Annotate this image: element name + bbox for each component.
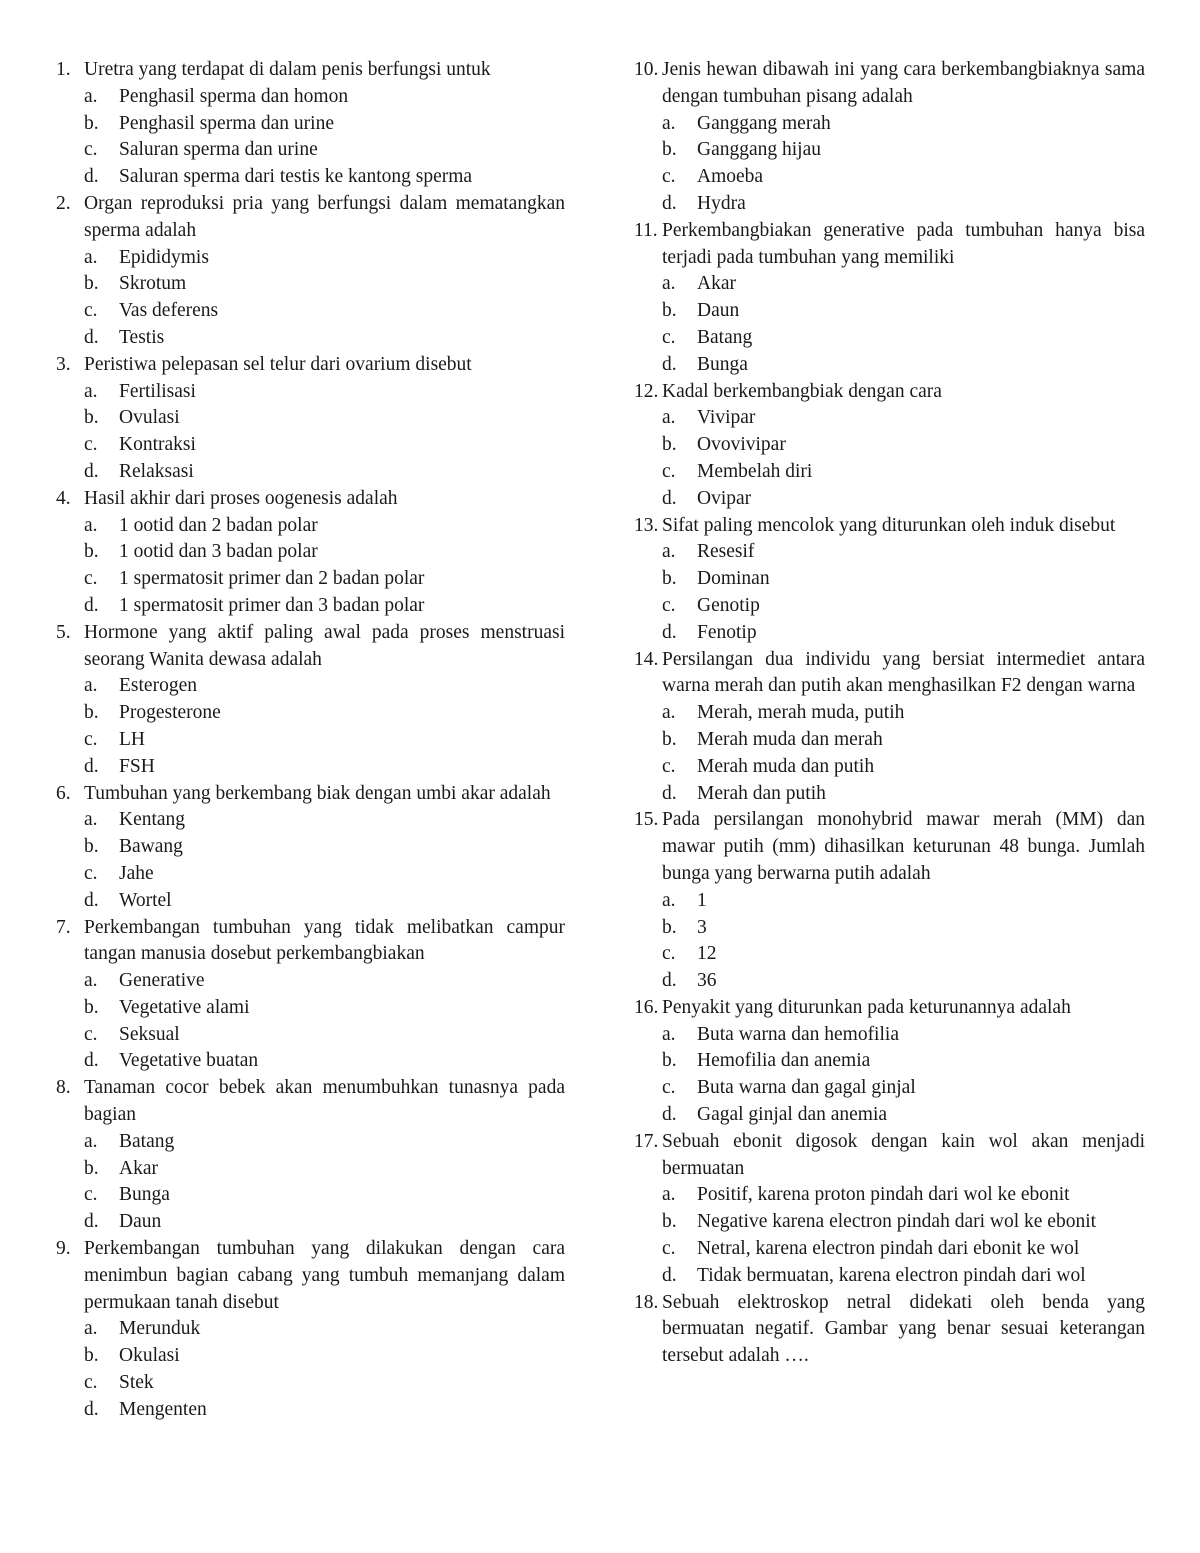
answer-option — [56, 432, 565, 459]
answer-option — [56, 1397, 565, 1424]
option-letter: b. — [84, 541, 99, 563]
option-letter: a. — [662, 541, 676, 563]
option-text: Hydra — [697, 192, 746, 214]
option-text: Akar — [119, 1157, 158, 1179]
option-letter: b. — [662, 1050, 677, 1072]
answer-option — [56, 459, 565, 486]
question-text: Sebuah ebonit digosok dengan kain wol akan menjadi bermuatan — [662, 1130, 1145, 1179]
answer-option — [56, 673, 565, 700]
answer-option — [634, 941, 1145, 968]
option-letter: b. — [662, 434, 677, 456]
option-text: Wortel — [119, 889, 172, 911]
option-letter: c. — [84, 568, 98, 590]
answer-option — [634, 432, 1145, 459]
answer-option — [634, 620, 1145, 647]
option-letter: c. — [84, 1372, 98, 1394]
answer-option — [634, 405, 1145, 432]
option-text: Buta warna dan hemofilia — [697, 1023, 899, 1045]
option-text: Amoeba — [697, 166, 764, 188]
option-letter: c. — [84, 862, 98, 884]
answer-option — [56, 995, 565, 1022]
answer-option — [634, 539, 1145, 566]
answer-option — [56, 379, 565, 406]
answer-option — [634, 888, 1145, 915]
option-text: Stek — [119, 1372, 154, 1394]
answer-option — [634, 727, 1145, 754]
option-letter: c. — [84, 1023, 98, 1045]
answer-option — [634, 781, 1145, 808]
option-text: Vivipar — [697, 407, 756, 429]
option-letter: d. — [662, 192, 677, 214]
answer-option — [56, 513, 565, 540]
option-text: Esterogen — [119, 675, 197, 697]
option-text: 1 spermatosit primer dan 2 badan polar — [119, 568, 425, 590]
option-letter: d. — [662, 487, 677, 509]
answer-option — [56, 861, 565, 888]
option-text: Positif, karena proton pindah dari wol ke ebonit — [697, 1184, 1070, 1206]
question-text: Uretra yang terdapat di dalam penis berfungsi untuk — [84, 59, 491, 80]
option-text: Resesif — [697, 541, 755, 563]
answer-option — [56, 593, 565, 620]
answer-option — [56, 1022, 565, 1049]
option-text: 12 — [697, 943, 717, 965]
question-number: 1. — [56, 59, 71, 80]
answer-option — [56, 968, 565, 995]
option-letter: a. — [662, 1184, 676, 1206]
answer-option — [56, 834, 565, 861]
question-text: Sebuah elektroskop netral didekati oleh benda yang bermuatan negatif. Gambar yang benar sesuai keterangan tersebut adalah …. — [662, 1291, 1145, 1367]
option-letter: a. — [84, 675, 98, 697]
question-text: Persilangan dua individu yang bersiat intermediet antara warna merah dan putih akan menghasilkan F2 dengan warna — [662, 648, 1145, 697]
answer-option — [634, 1022, 1145, 1049]
question-item — [56, 781, 565, 915]
option-text: Daun — [697, 300, 740, 322]
answer-option — [56, 754, 565, 781]
option-letter: d. — [84, 889, 99, 911]
option-text: 3 — [697, 916, 707, 938]
question-item — [634, 647, 1145, 808]
option-letter: b. — [662, 1211, 677, 1233]
option-text: Vegetative buatan — [119, 1050, 259, 1072]
option-text: FSH — [119, 755, 155, 777]
option-letter: b. — [662, 568, 677, 590]
question-number: 13. — [634, 514, 659, 536]
option-text: LH — [119, 728, 145, 750]
option-letter: d. — [84, 166, 99, 188]
option-letter: c. — [662, 166, 676, 188]
option-letter: c. — [662, 1238, 676, 1260]
question-text: Jenis hewan dibawah ini yang cara berkembangbiaknya sama dengan tumbuhan pisang adalah — [662, 59, 1145, 107]
answer-option — [634, 593, 1145, 620]
option-text: Fenotip — [697, 621, 757, 643]
question-number: 16. — [634, 996, 659, 1018]
option-text: 36 — [697, 970, 717, 992]
answer-option — [634, 1075, 1145, 1102]
answer-option — [634, 325, 1145, 352]
question-item — [634, 1290, 1145, 1370]
option-letter: a. — [84, 85, 98, 107]
option-text: Relaksasi — [119, 460, 194, 482]
option-letter: b. — [662, 916, 677, 938]
option-text: Testis — [119, 326, 165, 348]
option-letter: a. — [662, 1023, 676, 1045]
option-letter: d. — [84, 594, 99, 616]
option-letter: d. — [84, 1211, 99, 1233]
question-number: 8. — [56, 1077, 71, 1099]
answer-option — [634, 352, 1145, 379]
answer-option — [634, 1263, 1145, 1290]
option-letter: c. — [84, 1184, 98, 1206]
question-number: 18. — [634, 1291, 659, 1313]
question-number: 11. — [634, 219, 658, 241]
answer-option — [634, 164, 1145, 191]
option-letter: c. — [84, 139, 98, 161]
option-text: Merunduk — [119, 1318, 201, 1340]
option-text: Saluran sperma dan urine — [119, 139, 318, 161]
option-text: Daun — [119, 1211, 162, 1233]
option-letter: a. — [84, 970, 98, 992]
option-text: Generative — [119, 970, 205, 992]
question-text: Tumbuhan yang berkembang biak dengan umbi akar adalah — [84, 782, 551, 804]
option-text: Mengenten — [119, 1398, 207, 1420]
option-letter: d. — [662, 782, 677, 804]
option-text: 1 spermatosit primer dan 3 badan polar — [119, 594, 425, 616]
question-number: 15. — [634, 809, 659, 831]
option-letter: c. — [84, 728, 98, 750]
option-text: Skrotum — [119, 273, 187, 295]
answer-option — [56, 566, 565, 593]
option-text: Progesterone — [119, 702, 221, 724]
option-letter: a. — [84, 246, 98, 268]
answer-option — [634, 1209, 1145, 1236]
option-letter: c. — [84, 434, 98, 456]
question-text: Perkembangbiakan generative pada tumbuhan hanya bisa terjadi pada tumbuhan yang memiliki — [662, 219, 1145, 268]
option-text: Genotip — [697, 594, 760, 616]
option-text: Merah muda dan putih — [697, 755, 875, 777]
option-text: Membelah diri — [697, 460, 813, 482]
answer-option — [56, 888, 565, 915]
option-letter: b. — [84, 1157, 99, 1179]
answer-option — [634, 700, 1145, 727]
answer-option — [56, 271, 565, 298]
left-column — [56, 57, 565, 1424]
option-text: 1 — [697, 889, 707, 911]
answer-option — [634, 298, 1145, 325]
question-text: Perkembangan tumbuhan yang dilakukan dengan cara menimbun bagian cabang yang tumbuh memanjang dalam permukaan tanah disebut — [84, 1238, 565, 1313]
option-text: Vas deferens — [119, 300, 219, 322]
option-letter: a. — [84, 380, 98, 402]
answer-option — [56, 405, 565, 432]
question-number: 6. — [56, 782, 71, 804]
answer-option — [56, 325, 565, 352]
right-column — [634, 57, 1145, 1370]
answer-option — [634, 1102, 1145, 1129]
option-letter: a. — [84, 1318, 98, 1340]
answer-option — [56, 1209, 565, 1236]
option-text: Okulasi — [119, 1345, 180, 1367]
option-text: Dominan — [697, 568, 770, 590]
option-letter: c. — [662, 755, 676, 777]
answer-option — [634, 271, 1145, 298]
answer-option — [56, 807, 565, 834]
answer-option — [56, 1343, 565, 1370]
option-letter: b. — [84, 407, 99, 429]
option-letter: c. — [662, 1077, 676, 1099]
option-letter: d. — [84, 1398, 99, 1420]
answer-option — [634, 459, 1145, 486]
option-letter: b. — [84, 273, 99, 295]
question-number: 5. — [56, 621, 71, 643]
option-text: Bunga — [119, 1184, 170, 1206]
question-text: Tanaman cocor bebek akan menumbuhkan tunasnya pada bagian — [84, 1077, 565, 1126]
option-letter: a. — [662, 112, 676, 134]
option-text: Netral, karena electron pindah dari ebonit ke wol — [697, 1238, 1080, 1260]
question-number: 3. — [56, 353, 71, 375]
question-item — [56, 191, 565, 352]
option-text: Akar — [697, 273, 736, 295]
option-letter: c. — [662, 594, 676, 616]
question-text: Hasil akhir dari proses oogenesis adalah — [84, 487, 398, 509]
question-number: 9. — [56, 1238, 71, 1260]
answer-option — [56, 111, 565, 138]
answer-option — [634, 1182, 1145, 1209]
option-letter: d. — [662, 970, 677, 992]
option-letter: b. — [84, 702, 99, 724]
question-text: Organ reproduksi pria yang berfungsi dalam mematangkan sperma adalah — [84, 192, 565, 241]
answer-option — [634, 1048, 1145, 1075]
option-text: 1 ootid dan 2 badan polar — [119, 514, 318, 536]
option-letter: c. — [662, 460, 676, 482]
question-number: 14. — [634, 648, 659, 670]
option-letter: a. — [84, 514, 98, 536]
question-text: Kadal berkembangbiak dengan cara — [662, 380, 942, 402]
option-text: Batang — [697, 326, 753, 348]
question-text: Sifat paling mencolok yang diturunkan oleh induk disebut — [662, 514, 1116, 536]
answer-option — [56, 1048, 565, 1075]
answer-option — [56, 1370, 565, 1397]
question-item — [56, 915, 565, 1076]
question-item — [634, 995, 1145, 1129]
option-text: Bawang — [119, 836, 183, 858]
option-letter: d. — [84, 460, 99, 482]
question-item — [634, 807, 1145, 995]
option-letter: d. — [662, 1104, 677, 1126]
option-letter: d. — [84, 1050, 99, 1072]
option-letter: d. — [662, 1264, 677, 1286]
option-text: Fertilisasi — [119, 380, 196, 402]
option-text: Gagal ginjal dan anemia — [697, 1104, 888, 1126]
option-letter: b. — [84, 836, 99, 858]
option-letter: a. — [662, 889, 676, 911]
answer-option — [56, 245, 565, 272]
option-letter: c. — [662, 326, 676, 348]
option-text: Ganggang hijau — [697, 139, 822, 161]
option-text: Saluran sperma dari testis ke kantong sperma — [119, 166, 473, 188]
question-item — [634, 218, 1145, 379]
question-item — [56, 486, 565, 620]
option-text: Merah dan putih — [697, 782, 826, 804]
option-text: Vegetative alami — [119, 996, 250, 1018]
option-text: Ovulasi — [119, 407, 180, 429]
option-text: Merah, merah muda, putih — [697, 702, 905, 724]
answer-option — [634, 137, 1145, 164]
answer-option — [56, 1129, 565, 1156]
option-letter: d. — [84, 326, 99, 348]
question-item — [634, 513, 1145, 647]
answer-option — [56, 727, 565, 754]
option-text: Ovovivipar — [697, 434, 786, 456]
option-letter: b. — [84, 112, 99, 134]
option-letter: b. — [84, 1345, 99, 1367]
option-letter: b. — [84, 996, 99, 1018]
answer-option — [56, 84, 565, 111]
option-letter: b. — [662, 139, 677, 161]
question-item — [634, 57, 1145, 218]
option-letter: d. — [662, 353, 677, 375]
option-text: Epididymis — [119, 246, 209, 268]
option-text: Bunga — [697, 353, 748, 375]
question-number: 12. — [634, 380, 659, 402]
answer-option — [634, 1236, 1145, 1263]
answer-option — [56, 539, 565, 566]
answer-option — [634, 566, 1145, 593]
answer-option — [56, 700, 565, 727]
answer-option — [634, 486, 1145, 513]
question-number: 4. — [56, 487, 71, 509]
option-text: Buta warna dan gagal ginjal — [697, 1077, 916, 1099]
answer-option — [56, 298, 565, 325]
option-letter: c. — [84, 300, 98, 322]
option-letter: a. — [662, 273, 676, 295]
answer-option — [56, 137, 565, 164]
question-text: Peristiwa pelepasan sel telur dari ovarium disebut — [84, 353, 472, 375]
question-item — [56, 620, 565, 781]
option-letter: a. — [84, 1130, 98, 1152]
answer-option — [634, 754, 1145, 781]
option-text: Kentang — [119, 809, 186, 831]
option-text: Batang — [119, 1130, 175, 1152]
question-item — [56, 1236, 565, 1424]
option-text: Penghasil sperma dan homon — [119, 85, 349, 107]
question-item — [634, 1129, 1145, 1290]
option-letter: d. — [84, 755, 99, 777]
option-letter: d. — [662, 621, 677, 643]
option-letter: a. — [662, 702, 676, 724]
question-text: Penyakit yang diturunkan pada keturunannya adalah — [662, 996, 1071, 1018]
answer-option — [56, 1316, 565, 1343]
option-text: Kontraksi — [119, 434, 196, 456]
option-letter: a. — [84, 809, 98, 831]
option-letter: c. — [662, 943, 676, 965]
question-text: Hormone yang aktif paling awal pada proses menstruasi seorang Wanita dewasa adalah — [84, 621, 565, 670]
question-number: 7. — [56, 916, 71, 938]
option-text: Jahe — [119, 862, 154, 884]
question-number: 2. — [56, 192, 71, 214]
option-text: Merah muda dan merah — [697, 728, 883, 750]
question-item — [56, 57, 565, 191]
question-text: Pada persilangan monohybrid mawar merah (MM) dan mawar putih (mm) dihasilkan keturunan 48 bunga. Jumlah bunga yang berwarna putih adalah — [662, 809, 1145, 884]
question-number: 17. — [634, 1130, 659, 1152]
question-item — [56, 352, 565, 486]
option-text: Hemofilia dan anemia — [697, 1050, 871, 1072]
option-letter: a. — [662, 407, 676, 429]
question-item — [56, 1075, 565, 1236]
option-text: 1 ootid dan 3 badan polar — [119, 541, 318, 563]
option-text: Ovipar — [697, 487, 752, 509]
answer-option — [56, 1182, 565, 1209]
option-text: Tidak bermuatan, karena electron pindah dari wol — [697, 1264, 1086, 1286]
option-text: Seksual — [119, 1023, 180, 1045]
answer-option — [634, 191, 1145, 218]
question-text: Perkembangan tumbuhan yang tidak melibatkan campur tangan manusia dosebut perkembangbiakan — [84, 916, 565, 965]
question-item — [634, 379, 1145, 513]
answer-option — [56, 1156, 565, 1183]
question-number: 10. — [634, 59, 659, 80]
option-text: Ganggang merah — [697, 112, 831, 134]
answer-option — [634, 915, 1145, 942]
option-text: Negative karena electron pindah dari wol ke ebonit — [697, 1211, 1097, 1233]
answer-option — [56, 164, 565, 191]
option-text: Penghasil sperma dan urine — [119, 112, 334, 134]
option-letter: b. — [662, 728, 677, 750]
option-letter: b. — [662, 300, 677, 322]
answer-option — [634, 968, 1145, 995]
answer-option — [634, 111, 1145, 138]
